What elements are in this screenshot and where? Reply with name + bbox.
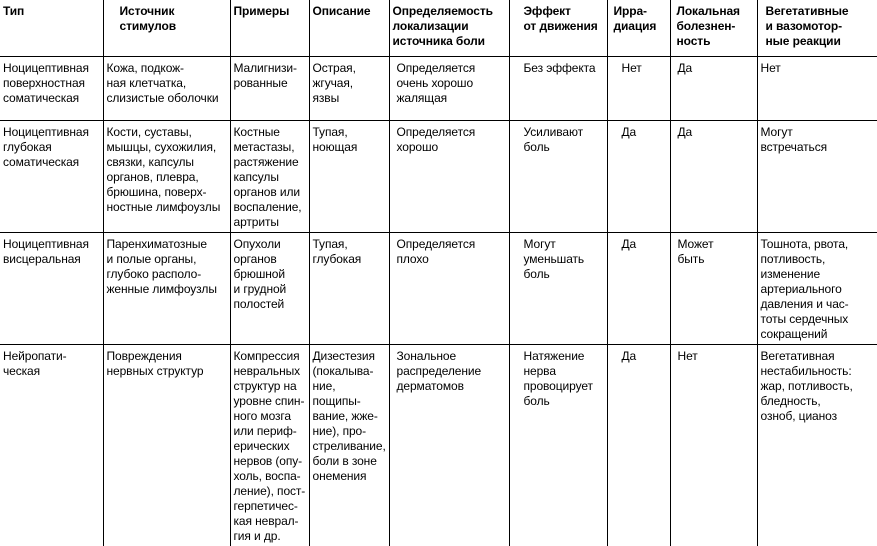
- cell-vegetative-reactions: Тошнота, рвота, потливость, изменение артериального давления и час- тоты сердечных сокращений: [757, 233, 877, 345]
- cell-type: Ноцицептивная поверхностная соматическая: [0, 57, 103, 121]
- table-row: [0, 233, 877, 345]
- cell-movement-effect: Натяжение нерва провоцирует боль: [509, 345, 607, 546]
- cell-stimulus-source: Паренхиматозные и полые органы, глубоко располо- женные лимфоузлы: [103, 233, 230, 345]
- cell-localization: Определяется очень хорошо жалящая: [389, 57, 509, 121]
- header-cell-type: Тип: [0, 0, 103, 57]
- cell-irradiation: Да: [607, 121, 670, 233]
- header-cell-description: Описание: [309, 0, 389, 57]
- header-cell-stimulus-source: Источник стимулов: [103, 0, 230, 57]
- cell-local-tenderness: Да: [670, 57, 757, 121]
- cell-irradiation: Нет: [607, 57, 670, 121]
- header-cell-examples: Примеры: [230, 0, 309, 57]
- cell-movement-effect: Могут уменьшать боль: [509, 233, 607, 345]
- cell-description: Дизестезия (покалыва- ние, пощипы- вание, жже- ние), про- стреливание, боли в зоне онемения: [309, 345, 389, 546]
- cell-examples: Костные метастазы, растяжение капсулы органов или воспаление, артриты: [230, 121, 309, 233]
- header-cell-movement-effect: Эффект от движения: [509, 0, 607, 57]
- cell-examples: Малигнизи- рованные: [230, 57, 309, 121]
- cell-localization: Зональное распределение дерматомов: [389, 345, 509, 546]
- cell-movement-effect: Без эффекта: [509, 57, 607, 121]
- cell-vegetative-reactions: Вегетативная нестабильность: жар, потливость, бледность, озноб, цианоз: [757, 345, 877, 546]
- header-cell-vegetative-reactions: Вегетативные и вазомотор- ные реакции: [757, 0, 877, 57]
- cell-examples: Компрессия невральных структур на уровне спин- ного мозга или периф- ерических нервов (опу- холь, воспа- ление), пост- герпетичес- кая неврал- гия и др.: [230, 345, 309, 546]
- header-row: [0, 0, 877, 57]
- cell-examples: Опухоли органов брюшной и грудной полостей: [230, 233, 309, 345]
- cell-movement-effect: Усиливают боль: [509, 121, 607, 233]
- cell-type: Нейропати- ческая: [0, 345, 103, 546]
- cell-stimulus-source: Кости, суставы, мышцы, сухожилия, связки, капсулы органов, плевра, брюшина, поверх- ностные лимфоузлы: [103, 121, 230, 233]
- table-row: [0, 121, 877, 233]
- cell-local-tenderness: Нет: [670, 345, 757, 546]
- header-cell-irradiation: Ирра- диация: [607, 0, 670, 57]
- cell-stimulus-source: Кожа, подкож- ная клетчатка, слизистые оболочки: [103, 57, 230, 121]
- cell-description: Тупая, глубокая: [309, 233, 389, 345]
- cell-vegetative-reactions: Нет: [757, 57, 877, 121]
- table-row: [0, 57, 877, 121]
- header-cell-localization: Определяемость локализации источника боли: [389, 0, 509, 57]
- cell-local-tenderness: Может быть: [670, 233, 757, 345]
- cell-localization: Определяется плохо: [389, 233, 509, 345]
- cell-irradiation: Да: [607, 233, 670, 345]
- cell-type: Ноцицептивная глубокая соматическая: [0, 121, 103, 233]
- cell-type: Ноцицептивная висцеральная: [0, 233, 103, 345]
- cell-irradiation: Да: [607, 345, 670, 546]
- cell-local-tenderness: Да: [670, 121, 757, 233]
- cell-vegetative-reactions: Могут встречаться: [757, 121, 877, 233]
- header-cell-local-tenderness: Локальная болезнен- ность: [670, 0, 757, 57]
- cell-localization: Определяется хорошо: [389, 121, 509, 233]
- cell-stimulus-source: Повреждения нервных структур: [103, 345, 230, 546]
- cell-description: Тупая, ноющая: [309, 121, 389, 233]
- cell-description: Острая, жгучая, язвы: [309, 57, 389, 121]
- table-row: [0, 345, 877, 546]
